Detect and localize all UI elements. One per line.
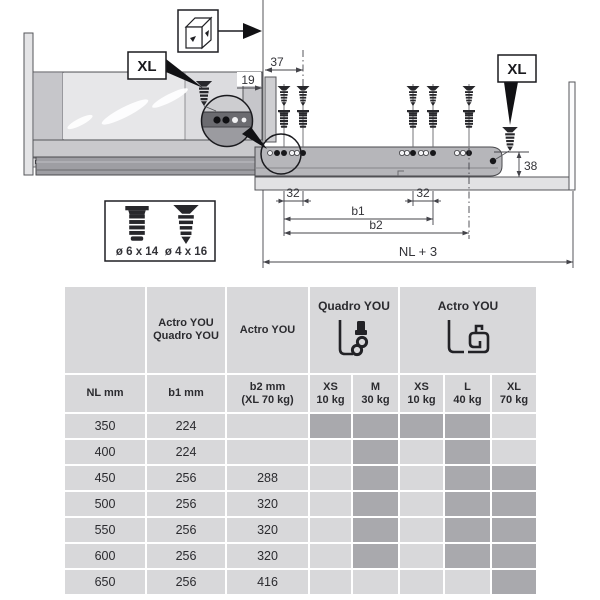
avail-m [353, 518, 398, 542]
cell-nl: 400 [65, 440, 145, 464]
avail-l [445, 544, 490, 568]
cell-b1: 256 [147, 492, 225, 516]
cell-b1: 256 [147, 570, 225, 594]
dim-19: 19 [241, 73, 255, 87]
avail-xl [492, 544, 536, 568]
avail-xs-quadro [310, 492, 351, 516]
avail-xl [492, 440, 536, 464]
cell-b2 [227, 440, 308, 464]
avail-xs-quadro [310, 414, 351, 438]
cabinet-icon [178, 10, 218, 52]
avail-l [445, 570, 490, 594]
dim-37: 37 [270, 55, 284, 69]
header-group-actro: Actro YOU [400, 287, 536, 373]
xl-callout-right [496, 55, 536, 159]
avail-xl [492, 570, 536, 594]
actro-you-icon [442, 318, 494, 360]
cell-b1: 256 [147, 544, 225, 568]
avail-m [353, 414, 398, 438]
avail-xl [492, 414, 536, 438]
avail-xs-actro [400, 414, 443, 438]
dim-nl: NL + 3 [398, 244, 438, 259]
avail-xs-actro [400, 440, 443, 464]
cabinet-rail [255, 147, 502, 176]
avail-m [353, 492, 398, 516]
cell-b2 [227, 414, 308, 438]
avail-xs-quadro [310, 466, 351, 490]
cell-b1: 224 [147, 414, 225, 438]
cell-nl: 450 [65, 466, 145, 490]
cell-b2: 320 [227, 492, 308, 516]
subheader-xs-quadro: XS 10 kg [310, 375, 351, 412]
cell-nl: 350 [65, 414, 145, 438]
subheader-b1: b1 mm [147, 375, 225, 412]
header-group-quadro: Quadro YOU [310, 287, 398, 373]
avail-xs-actro [400, 466, 443, 490]
avail-m [353, 544, 398, 568]
avail-l [445, 518, 490, 542]
avail-xs-quadro [310, 570, 351, 594]
header-b1-title: Actro YOU Quadro YOU [147, 287, 225, 373]
avail-xs-quadro [310, 518, 351, 542]
avail-xs-actro [400, 544, 443, 568]
avail-xs-quadro [310, 440, 351, 464]
dim-38: 38 [524, 159, 538, 173]
avail-l [445, 492, 490, 516]
subheader-xl: XL 70 kg [492, 375, 536, 412]
avail-m [353, 440, 398, 464]
dim-32-left: 32 [286, 186, 300, 200]
avail-m [353, 466, 398, 490]
cell-b1: 256 [147, 466, 225, 490]
xl-label-right: XL [507, 61, 527, 78]
avail-l [445, 414, 490, 438]
subheader-b2: b2 mm (XL 70 kg) [227, 375, 308, 412]
direction-arrow [218, 23, 262, 39]
cabinet-bottom-shelf [255, 177, 573, 190]
avail-xs-actro [400, 518, 443, 542]
cell-b2: 320 [227, 518, 308, 542]
cell-nl: 500 [65, 492, 145, 516]
dim-b2: b2 [369, 218, 383, 232]
avail-xl [492, 466, 536, 490]
screw-size-countersunk: ø 4 x 16 [164, 246, 208, 258]
avail-xs-actro [400, 492, 443, 516]
cell-b2: 288 [227, 466, 308, 490]
avail-l [445, 466, 490, 490]
cell-nl: 550 [65, 518, 145, 542]
cell-b2: 416 [227, 570, 308, 594]
header-b2-title: Actro YOU [227, 287, 308, 373]
cell-b1: 256 [147, 518, 225, 542]
xl-label-left: XL [137, 58, 157, 75]
subheader-l: L 40 kg [445, 375, 490, 412]
size-table [65, 287, 536, 594]
mounting-screws [278, 84, 476, 147]
quadro-you-icon [332, 318, 376, 360]
avail-xs-actro [400, 570, 443, 594]
subheader-nl: NL mm [65, 375, 145, 412]
subheader-xs-actro: XS 10 kg [400, 375, 443, 412]
avail-xs-quadro [310, 544, 351, 568]
avail-m [353, 570, 398, 594]
screw-legend [105, 201, 215, 261]
installation-drawing [0, 0, 600, 285]
subheader-m: M 30 kg [353, 375, 398, 412]
avail-xl [492, 492, 536, 516]
avail-l [445, 440, 490, 464]
dim-32-right: 32 [416, 186, 430, 200]
cell-nl: 600 [65, 544, 145, 568]
screw-size-euro: ø 6 x 14 [115, 246, 159, 258]
cell-b1: 224 [147, 440, 225, 464]
cell-nl: 650 [65, 570, 145, 594]
dim-b1: b1 [351, 204, 365, 218]
header-spacer [65, 287, 145, 373]
cell-b2: 320 [227, 544, 308, 568]
cabinet-front-edge [569, 82, 575, 190]
avail-xl [492, 518, 536, 542]
